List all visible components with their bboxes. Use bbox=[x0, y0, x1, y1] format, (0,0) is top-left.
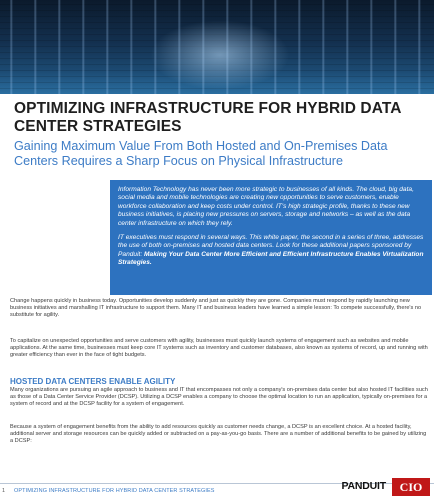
body-paragraph-4: Because a system of engagement benefits from the ability to add resources quickly as customer needs change, a DCSP is an excellent choice. At a hosted facility, additional server and storage resources can be quickly added or subtracted on a pay-as-you-go basis. There are a number of additional benefits to be gained by utilizing a DCSP: bbox=[10, 424, 427, 445]
document-title: OPTIMIZING INFRASTRUCTURE FOR HYBRID DATA CENTER STRATEGIES bbox=[14, 100, 401, 135]
panduit-logo: PANDUIT bbox=[341, 480, 386, 492]
hero-light-glow bbox=[150, 20, 290, 90]
page-number: 1 bbox=[2, 488, 6, 494]
intro-callout-box bbox=[110, 180, 432, 295]
document-subtitle: Gaining Maximum Value From Both Hosted and On-Premises Data Centers Requires a Sharp Focus on Physical Infrastructure bbox=[14, 139, 388, 168]
hero-image bbox=[0, 0, 434, 94]
body-paragraph-2: To capitalize on unexpected opportunities and serve customers with agility, businesses must quickly launch systems of engagement such as websites and mobile applications. At the same time, businesses must keep core IT systems such as inventory and customer databases, also known as systems of record, up and running with greater efficiency than ever in the face of tight budgets. bbox=[10, 338, 428, 359]
body-paragraph-3: Many organizations are pursuing an agile approach to business and IT that encompasses not only a company's on-premises data center but also hosted IT facilities such as those of a Data Center Service Provider (DCSP). Utilizing a DCSP enables a company to choose the optimal location to run an application, typically on-premises for a system of record and at the DCSP facility for a system of engagement. bbox=[10, 387, 428, 408]
footer-running-title: OPTIMIZING INFRASTRUCTURE FOR HYBRID DATA CENTER STRATEGIES bbox=[14, 488, 215, 494]
callout-paragraph-2-lead: IT executives must respond in several ways. This white paper, the second in a series of three, addresses the use of both on-premises and hosted data centers. Look for these additional papers sponsored by Panduit: bbox=[118, 234, 424, 258]
section-heading: HOSTED DATA CENTERS ENABLE AGILITY bbox=[10, 377, 176, 386]
cio-logo: CIO bbox=[392, 478, 430, 496]
callout-paragraph-2-bold: Making Your Data Center More Efficient and Efficient Infrastructure Enables Virtualization Strategies. bbox=[118, 250, 424, 267]
callout-paragraph-1: Information Technology has never been more strategic to businesses of all kinds. The cloud, big data, social media and mobile technologies are creating new opportunities to serve customers, enable workforce collaboration and keep costs under control. IT's high strategic profile, thanks to these new business initiatives, is placing new pressures on servers, storage and networks – as well as the data center infrastructure on which they rely. bbox=[118, 186, 414, 227]
body-paragraph-1: Change happens quickly in business today. Opportunities develop suddenly and just as quickly they are gone. Companies must respond by rapidly launching new business initiatives and marshalling IT infrastructure to support them. Many IT and business leaders have learned a simple lesson: To compete successfully, there's no substitute for agility. bbox=[10, 298, 422, 319]
callout-paragraph-2 bbox=[118, 234, 424, 268]
